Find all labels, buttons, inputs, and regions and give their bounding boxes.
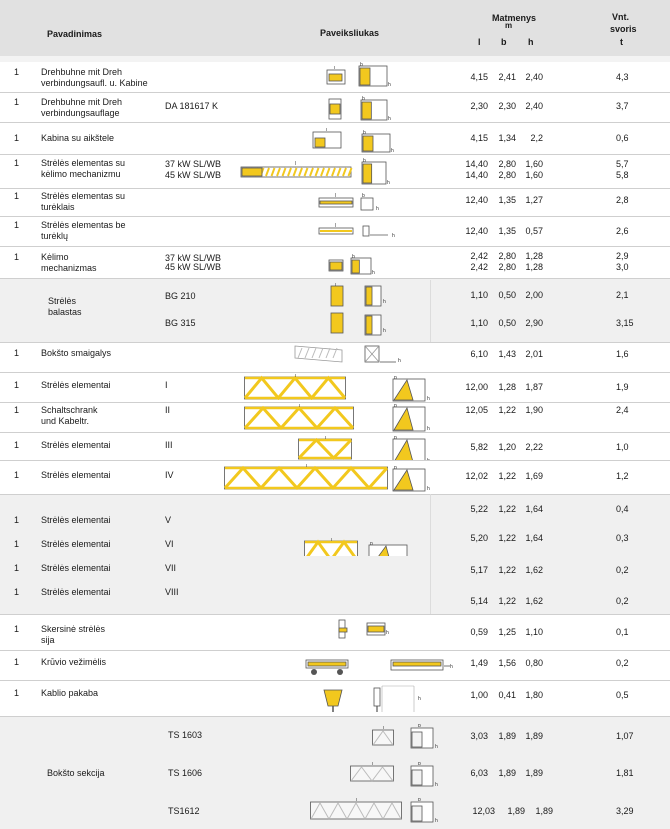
row-code: III: [165, 440, 173, 450]
row-weight: 1,07: [616, 731, 634, 741]
dim-height: 1,64: [525, 504, 543, 514]
row-weight: 2,6: [616, 226, 629, 236]
row-name: Drehbuhne mit Dreh: [41, 97, 123, 107]
row-divider: [0, 92, 670, 93]
svg-text:b: b: [418, 798, 421, 803]
dim-width: 1,34: [498, 133, 516, 143]
row-name: Strėlės elementai: [41, 587, 111, 597]
row-quantity: 1: [14, 470, 20, 480]
row-weight: 2,4: [616, 405, 629, 415]
svg-text:l: l: [372, 762, 374, 767]
row-code: I: [165, 380, 168, 390]
row-weight: 0,2: [616, 596, 629, 606]
dim-length: 12,02: [465, 471, 488, 481]
row-weight: 1,81: [616, 768, 634, 778]
row-code: VII: [165, 563, 177, 573]
row-quantity: 1: [14, 97, 20, 107]
row-weight: 1,6: [616, 349, 629, 359]
dim-length: 12,40: [465, 226, 488, 236]
dim-height: 1,69: [525, 471, 543, 481]
jib-plain-drawing: [318, 222, 354, 236]
row-code: BG 315: [165, 318, 196, 328]
row-quantity: 1: [14, 348, 20, 358]
column-header-name: Pavadinimas: [47, 29, 103, 39]
jib-section-4-drawing: [224, 464, 388, 490]
row-divider: [0, 494, 670, 495]
dim-height: 1,64: [525, 533, 543, 543]
row-code: 37 kW SL/WB: [165, 253, 222, 263]
dim-length: 14,40: [465, 159, 488, 169]
cabin-platform-drawing: [312, 128, 342, 150]
table-row: [0, 716, 670, 754]
ballast-bg210-drawing: [330, 283, 344, 307]
row-name: Krūvio vežimėlis: [41, 657, 107, 667]
column-header-height: h: [528, 37, 534, 47]
row-weight: 2,1: [616, 290, 629, 300]
dim-width: 1,22: [498, 471, 516, 481]
row-name: balastas: [48, 307, 82, 317]
svg-text:l: l: [325, 436, 327, 441]
row-weight: 0,5: [616, 690, 629, 700]
svg-text:l: l: [306, 464, 308, 469]
column-divider: [430, 280, 431, 342]
row-name: sija: [41, 635, 55, 645]
dim-height: 1,62: [525, 565, 543, 575]
row-code: 45 kW SL/WB: [165, 170, 222, 180]
dim-width: 1,89: [498, 768, 516, 778]
dim-length: 1,10: [470, 318, 488, 328]
row-quantity: 1: [14, 252, 20, 262]
row-name: Strėlės elementai: [41, 440, 111, 450]
dim-length: 12,40: [465, 195, 488, 205]
winch-side-drawing: [350, 254, 380, 280]
dim-length: 5,20: [470, 533, 488, 543]
dim-length: 5,14: [470, 596, 488, 606]
row-divider: [0, 460, 670, 461]
ballast-bg315-drawing: [330, 310, 344, 334]
row-name: Bokšto smaigalys: [41, 348, 112, 358]
svg-text:l: l: [295, 161, 297, 167]
row-quantity: 1: [14, 440, 20, 450]
svg-text:h: h: [376, 206, 379, 212]
svg-text:b: b: [363, 158, 366, 164]
row-weight: 0,4: [616, 504, 629, 514]
row-quantity: 1: [14, 405, 20, 415]
ballast-bg210-side-drawing: [364, 283, 388, 307]
jib-section-1-drawing: [244, 374, 346, 400]
dim-length: 5,22: [470, 504, 488, 514]
column-header-dimensions-unit: m: [505, 21, 513, 30]
dim-height: 2,22: [525, 442, 543, 452]
dim-height: 2,2: [530, 133, 543, 143]
dim-width: 0,50: [498, 290, 516, 300]
winch-drawing: [328, 256, 344, 272]
svg-text:h: h: [435, 818, 438, 824]
svg-text:h: h: [387, 180, 390, 186]
svg-text:h: h: [435, 744, 438, 750]
cross-beam-side-drawing: [366, 620, 392, 642]
row-weight: 0,2: [616, 565, 629, 575]
dim-width: 1,22: [498, 565, 516, 575]
row-weight: 3,15: [616, 318, 634, 328]
row-divider: [0, 650, 670, 651]
row-code: TS1612: [168, 806, 200, 816]
jib-rail-drawing: [318, 192, 354, 208]
dim-width: 1,35: [498, 226, 516, 236]
row-name: Strėlės elementas su: [41, 158, 126, 168]
dim-width: 0,41: [498, 690, 516, 700]
svg-text:h: h: [450, 664, 453, 670]
tower-section-ts1612-side-drawing: [410, 798, 442, 826]
dim-width: 1,22: [498, 596, 516, 606]
dim-height: 1,62: [525, 596, 543, 606]
jib-section-2-drawing: [244, 404, 354, 430]
svg-text:b: b: [362, 96, 365, 102]
jib-section-4-side-drawing: [392, 466, 434, 494]
row-code: DA 181617 K: [165, 101, 219, 111]
column-header-length: l: [478, 37, 481, 47]
row-weight: 0,6: [616, 133, 629, 143]
row-weight: 1,9: [616, 382, 629, 392]
row-quantity: 1: [14, 515, 20, 525]
dim-height: 1,28: [525, 262, 543, 272]
dim-width: 1,89: [498, 731, 516, 741]
table-row: [0, 494, 670, 516]
dim-width: 0,50: [498, 318, 516, 328]
row-quantity: 1: [14, 624, 20, 634]
dim-height: 1,89: [525, 731, 543, 741]
svg-text:b: b: [352, 254, 355, 260]
svg-text:l: l: [335, 223, 337, 229]
row-weight: 5,7: [616, 159, 629, 169]
dim-width: 2,80: [498, 170, 516, 180]
svg-text:b: b: [360, 62, 363, 68]
row-code: VI: [165, 539, 174, 549]
row-weight: 3,0: [616, 262, 629, 272]
jib-section-2-side-drawing: [392, 404, 434, 434]
hook-block-side-drawing: [370, 682, 428, 716]
row-quantity: 1: [14, 587, 20, 597]
row-name: turėklų: [41, 231, 69, 241]
row-name: Skersinė strėlės: [41, 624, 106, 634]
hook-block-drawing: [322, 684, 344, 714]
row-quantity: 1: [14, 220, 20, 230]
dim-width: 2,80: [498, 262, 516, 272]
row-name: Strėlės elementai: [41, 470, 111, 480]
dim-width: 1,28: [498, 382, 516, 392]
column-header-dimensions: Matmenys: [492, 13, 537, 23]
row-name: Strėlės elementas be: [41, 220, 126, 230]
dim-height: 1,10: [525, 627, 543, 637]
cross-beam-drawing: [336, 618, 352, 640]
row-quantity: 1: [14, 563, 20, 573]
svg-text:h: h: [427, 486, 430, 492]
row-weight: 1,2: [616, 471, 629, 481]
row-name: Kablio pakaba: [41, 688, 99, 698]
row-weight: 5,8: [616, 170, 629, 180]
svg-text:l: l: [383, 726, 385, 731]
dim-length: 12,05: [465, 405, 488, 415]
dim-length: 3,03: [470, 731, 488, 741]
row-name: Strėlės: [48, 296, 77, 306]
dim-height: 2,00: [525, 290, 543, 300]
jib-rail-side-drawing: [360, 192, 382, 212]
jib-plain-side-drawing: [362, 222, 398, 238]
row-name: turėklais: [41, 202, 75, 212]
row-quantity: 1: [14, 657, 20, 667]
svg-text:b: b: [394, 436, 397, 441]
column-header-picture: Paveiksliukas: [320, 28, 380, 38]
dim-length: 2,42: [470, 262, 488, 272]
trolley-side-drawing: [390, 654, 456, 678]
dim-length: 12,03: [472, 806, 495, 816]
dim-height: 1,27: [525, 195, 543, 205]
dim-length: 14,40: [465, 170, 488, 180]
svg-text:b: b: [394, 376, 397, 381]
trolley-drawing: [304, 654, 350, 678]
dim-length: 2,30: [470, 101, 488, 111]
dim-width: 2,41: [498, 72, 516, 82]
svg-text:h: h: [383, 328, 386, 334]
row-code: V: [165, 515, 172, 525]
row-name: Strėlės elementai: [41, 539, 111, 549]
column-header-weight-unit: t: [620, 37, 623, 47]
dim-width: 2,80: [498, 159, 516, 169]
row-weight: 0,2: [616, 658, 629, 668]
dim-height: 2,01: [525, 349, 543, 359]
row-code: VIII: [165, 587, 179, 597]
dim-width: 1,43: [498, 349, 516, 359]
row-weight: 4,3: [616, 72, 629, 82]
row-code: TS 1603: [168, 730, 203, 740]
row-quantity: 1: [14, 539, 20, 549]
tower-section-ts1612-drawing: [310, 798, 402, 820]
dim-width: 1,35: [498, 195, 516, 205]
svg-text:h: h: [391, 148, 394, 154]
svg-text:l: l: [295, 374, 297, 379]
row-code: BG 210: [165, 291, 196, 301]
svg-text:b: b: [418, 724, 421, 729]
dim-height: 1,60: [525, 170, 543, 180]
column-divider: [430, 494, 431, 614]
cabin-drawing: [326, 66, 346, 86]
svg-text:b: b: [418, 762, 421, 767]
ballast-bg315-side-drawing: [364, 312, 388, 336]
row-quantity: 1: [14, 688, 20, 698]
row-weight: 2,9: [616, 251, 629, 261]
tower-section-ts1603-drawing: [372, 726, 394, 746]
dim-length: 6,03: [470, 768, 488, 778]
svg-text:h: h: [427, 396, 430, 402]
platform-drawing: [328, 96, 342, 120]
svg-text:h: h: [392, 233, 395, 238]
svg-text:l: l: [326, 128, 328, 133]
jib-with-winch-drawing: [240, 160, 355, 180]
dim-width: 1,20: [498, 442, 516, 452]
svg-text:h: h: [388, 82, 391, 88]
dim-width: 1,89: [507, 806, 525, 816]
dim-height: 2,40: [525, 72, 543, 82]
row-name: verbindungsauflage: [41, 108, 120, 118]
tower-top-side-drawing: [364, 344, 404, 366]
dim-length: 0,59: [470, 627, 488, 637]
row-name: Schaltschrank: [41, 405, 98, 415]
tower-section-ts1606-drawing: [350, 762, 394, 782]
jib-with-winch-side-drawing: [361, 158, 395, 190]
dim-width: 1,22: [498, 504, 516, 514]
table-row: [0, 580, 670, 614]
dim-height: 1,87: [525, 382, 543, 392]
svg-text:b: b: [370, 542, 373, 547]
cabin-side-drawing: [358, 62, 396, 92]
row-weight: 2,8: [616, 195, 629, 205]
dim-width: 1,25: [498, 627, 516, 637]
svg-text:h: h: [383, 299, 386, 305]
dim-width: 2,80: [498, 251, 516, 261]
svg-text:b: b: [363, 130, 366, 136]
row-quantity: 1: [14, 380, 20, 390]
svg-text:l: l: [356, 798, 358, 803]
svg-text:h: h: [388, 116, 391, 122]
row-name: verbindungsaufl. u. Kabine: [41, 78, 148, 88]
row-weight: 0,3: [616, 533, 629, 543]
row-code: TS 1606: [168, 768, 203, 778]
row-name: Bokšto sekcija: [47, 768, 105, 778]
column-header-width: b: [501, 37, 507, 47]
row-code: 45 kW SL/WB: [165, 262, 222, 272]
dim-length: 1,10: [470, 290, 488, 300]
tower-section-ts1603-side-drawing: [410, 724, 442, 752]
row-divider: [0, 216, 670, 217]
dim-length: 1,49: [470, 658, 488, 668]
row-divider: [0, 432, 670, 433]
dim-width: 1,22: [498, 533, 516, 543]
row-divider: [0, 278, 670, 279]
dim-length: 5,82: [470, 442, 488, 452]
row-divider: [0, 154, 670, 155]
row-divider: [0, 716, 670, 717]
row-weight: 1,0: [616, 442, 629, 452]
dim-height: 1,89: [525, 768, 543, 778]
row-divider: [0, 188, 670, 189]
row-weight: 3,7: [616, 101, 629, 111]
svg-text:b: b: [394, 466, 397, 471]
dim-height: 0,57: [525, 226, 543, 236]
jib-section-1-side-drawing: [392, 376, 434, 404]
dim-height: 1,89: [535, 806, 553, 816]
dim-width: 1,22: [498, 405, 516, 415]
svg-text:h: h: [372, 270, 375, 276]
dim-width: 2,30: [498, 101, 516, 111]
row-weight: 0,1: [616, 627, 629, 637]
dim-height: 2,40: [525, 101, 543, 111]
row-divider: [0, 614, 670, 615]
svg-text:b: b: [394, 404, 397, 409]
dim-height: 1,60: [525, 159, 543, 169]
svg-text:l: l: [331, 538, 333, 543]
dim-length: 4,15: [470, 72, 488, 82]
row-divider: [0, 122, 670, 123]
row-name: kėlimo mechanizmu: [41, 169, 121, 179]
svg-text:h: h: [386, 630, 389, 636]
row-quantity: 1: [14, 191, 20, 201]
svg-text:h: h: [398, 358, 401, 364]
row-name: Kabina su aikštele: [41, 133, 115, 143]
row-name: Strėlės elementas su: [41, 191, 126, 201]
row-divider: [0, 680, 670, 681]
dim-length: 4,15: [470, 133, 488, 143]
dim-length: 5,17: [470, 565, 488, 575]
row-name: mechanizmas: [41, 263, 97, 273]
svg-text:h: h: [427, 426, 430, 432]
dim-length: 12,00: [465, 382, 488, 392]
column-header-weight: Vnt.: [612, 12, 629, 22]
row-name: Drehbuhne mit Dreh: [41, 67, 123, 77]
svg-text:h: h: [418, 696, 421, 702]
row-name: und Kabeltr.: [41, 416, 90, 426]
svg-text:h: h: [435, 782, 438, 788]
dim-length: 6,10: [470, 349, 488, 359]
row-name: Kėlimo: [41, 252, 69, 262]
row-code: II: [165, 405, 171, 415]
row-divider: [0, 372, 670, 373]
dim-length: 2,42: [470, 251, 488, 261]
row-divider: [0, 402, 670, 403]
row-quantity: 1: [14, 67, 20, 77]
row-quantity: 1: [14, 158, 20, 168]
svg-text:b: b: [362, 193, 365, 199]
tower-section-ts1606-side-drawing: [410, 762, 442, 790]
dim-width: 1,56: [498, 658, 516, 668]
dim-height: 0,80: [525, 658, 543, 668]
row-code: IV: [165, 470, 174, 480]
row-name: Strėlės elementai: [41, 380, 111, 390]
row-weight: 3,29: [616, 806, 634, 816]
column-header-weight-line2: svoris: [610, 24, 637, 34]
row-name: Strėlės elementai: [41, 563, 111, 573]
dim-height: 1,28: [525, 251, 543, 261]
row-quantity: 1: [14, 133, 20, 143]
dim-height: 1,90: [525, 405, 543, 415]
svg-text:l: l: [335, 283, 337, 288]
svg-text:l: l: [299, 404, 301, 409]
dim-height: 2,90: [525, 318, 543, 328]
row-divider: [0, 246, 670, 247]
jib-section-3-drawing: [298, 436, 352, 460]
dim-height: 1,80: [525, 690, 543, 700]
dim-length: 1,00: [470, 690, 488, 700]
row-name: Strėlės elementai: [41, 515, 111, 525]
tower-top-drawing: [294, 342, 346, 364]
row-code: 37 kW SL/WB: [165, 159, 222, 169]
svg-text:l: l: [334, 66, 336, 71]
svg-text:l: l: [335, 193, 337, 199]
